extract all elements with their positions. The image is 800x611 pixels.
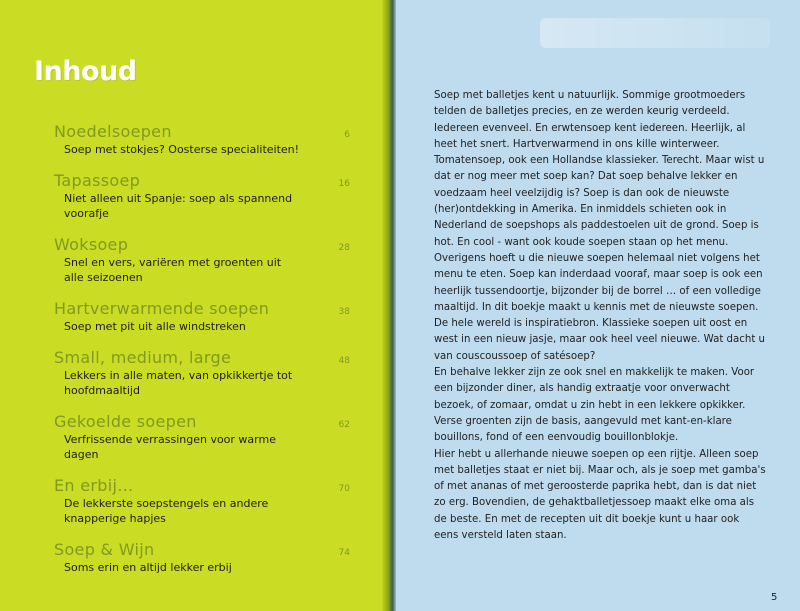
toc-entry-head [54, 348, 350, 367]
toc-entry-description: De lekkerste soepstengels en andere knapperige hapjes [64, 497, 269, 525]
toc-entry-head [54, 299, 350, 318]
toc-entry-page: 28 [338, 243, 350, 253]
toc-entry-title: Tapassoep [54, 171, 141, 190]
page-title: Inhoud [34, 56, 137, 87]
toc-entry-head [54, 540, 350, 559]
toc-entry-title: Small, medium, large [54, 348, 232, 367]
paragraph: Hier hebt u allerhande nieuwe soepen op een rijtje. Alleen soep met balletjes staat er niet bij. Maar och, als je soep met gamba's of met ananas of met geroosterde paprika hebt, dan is dat niet zo erg. Bovendien, de gehaktballetjessoep maakt elke oma als de beste. En met de recepten uit dit boekje kunt u haar ook eens versteld laten staan. [434, 448, 766, 542]
toc-entry-page: 38 [338, 307, 350, 317]
toc-entry-title: Soep & Wijn [54, 540, 155, 559]
toc-entry [54, 122, 350, 157]
toc-entry-head [54, 171, 350, 190]
toc-entry-description: Niet alleen uit Spanje: soep als spannend voorafje [64, 192, 293, 220]
intro-text [434, 88, 766, 544]
toc-entry-page: 74 [338, 548, 350, 558]
toc-entry [54, 299, 350, 334]
toc-entry-page: 6 [344, 130, 350, 140]
toc-entry-head [54, 235, 350, 254]
show-through-banner [540, 18, 770, 48]
toc-entry [54, 412, 350, 462]
toc-entry-page: 16 [338, 179, 350, 189]
toc-entry-page: 48 [338, 356, 350, 366]
paragraph: Soep met balletjes kent u natuurlijk. Sommige grootmoeders telden de balletjes precies, en ze werden keurig verdeeld. Iedereen evenveel. En erwtensoep kent iedereen. Heerlijk, al heet het snert. Hartverwarmend in ons kille winterweer. Tomatensoep, ook een Hollandse klassieker. Terecht. Maar wist u dat er nog meer met soep kan? Dat soep behalve lekker en voedzaam heel veelzijdig is? Soep is dan ook de nieuwste (her)ontdekking in Amerika. En inmiddels schieten ook in Nederland de soepshops als paddestoelen uit de grond. Soep is hot. En cool - want ook koude soepen staan op het menu. [434, 90, 765, 248]
toc-entry-title: Noedelsoepen [54, 122, 172, 141]
toc-entry-head [54, 122, 350, 141]
toc-entry-title: Woksoep [54, 235, 129, 254]
toc-entry-page: 62 [338, 420, 350, 430]
toc-entry-head [54, 412, 350, 431]
toc-entry-description: Lekkers in alle maten, van opkikkertje tot hoofdmaaltijd [64, 369, 293, 397]
toc-entry-description: Soep met stokjes? Oosterse specialiteiten! [64, 143, 300, 156]
toc-entry [54, 476, 350, 526]
page-number: 5 [771, 592, 778, 603]
toc-entry-head [54, 476, 350, 495]
table-of-contents [54, 122, 350, 589]
paragraph: Overigens hoeft u die nieuwe soepen helemaal niet volgens het menu te eten. Soep kan inderdaad vooraf, maar soep is ook een heerlijk tussendoortje, bijzonder bij de borrel … of een volledige maaltijd. In dit boekje maakt u kennis met de nieuwste soepen. De hele wereld is inspiratiebron. Klassieke soepen uit oost en west in een nieuw jasje, maar ook heel veel nieuwe. Wat dacht u van couscoussoep of satésoep? [434, 252, 766, 362]
toc-entry [54, 348, 350, 398]
toc-entry-description: Snel en vers, variëren met groenten uit alle seizoenen [64, 256, 282, 284]
toc-entry [54, 540, 350, 575]
toc-entry-description: Soms erin en altijd lekker erbij [64, 561, 232, 574]
toc-entry [54, 171, 350, 221]
toc-entry-page: 70 [338, 484, 350, 494]
toc-entry-title: En erbij… [54, 476, 134, 495]
paragraph: En behalve lekker zijn ze ook snel en makkelijk te maken. Voor een bijzonder diner, als handig extraatje voor onverwacht bezoek, of zomaar, omdat u zin hebt in een lekkere opkikker. Verse groenten zijn de basis, aangevuld met kant-en-klare bouillons, fond of een eenvoudig bouillonblokje. [434, 367, 755, 444]
toc-entry-title: Hartverwarmende soepen [54, 299, 270, 318]
toc-entry [54, 235, 350, 285]
toc-entry-description: Soep met pit uit alle windstreken [64, 320, 246, 333]
toc-entry-title: Gekoelde soepen [54, 412, 197, 431]
book-spine [382, 0, 396, 611]
toc-entry-description: Verfrissende verrassingen voor warme dagen [64, 433, 276, 461]
